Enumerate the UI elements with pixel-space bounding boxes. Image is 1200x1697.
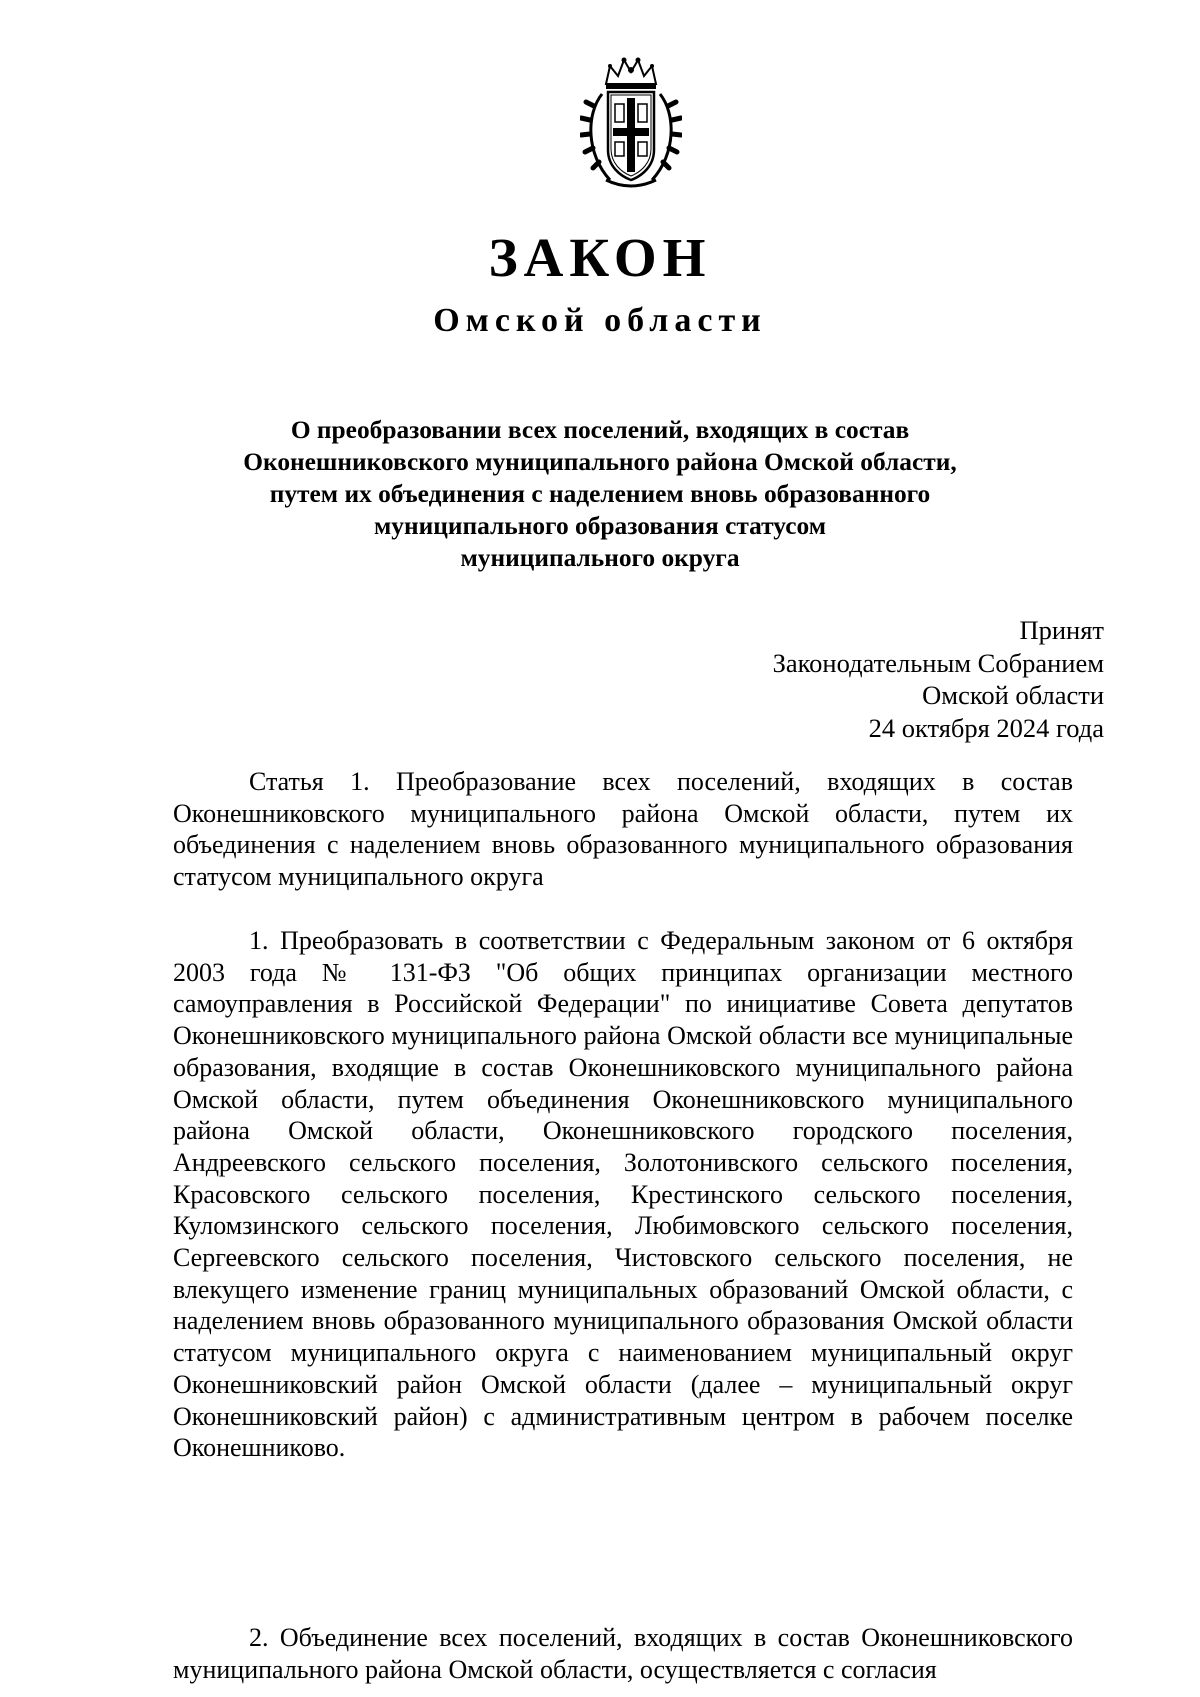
adoption-line: Принят: [1019, 615, 1104, 645]
article-paragraph-1: 1. Преобразовать в соответствии с Федеральным законом от 6 октября 2003 года № 131-ФЗ "Об общих принципах организации местного самоуправления в Российской Федерации" по инициативе Совета депутатов Оконешниковского муниципального района Омской области все муниципальные образования, входящие в состав Оконешниковского муниципального района Омской области, путем объединения Оконешниковского муниципального района Омской области, Оконешниковского городского поселения, Андреевского сельского поселения, Золотонивского сельского поселения, Красовского сельского поселения, Крестинского сельского поселения, Куломзинского сельского поселения, Любимовского сельского поселения, Сергеевского сельского поселения, Чистовского сельского поселения, не влекущего изменение границ муниципальных образований Омской области, с наделением вновь образованного муниципального образования Омской области статусом муниципального округа с наименованием муниципальный округ Оконешниковский район Омской области (далее – муниципальный округ Оконешниковский район) с административным центром в рабочем поселке Оконешниково.: [173, 926, 1073, 1463]
adoption-line: Омской области: [922, 680, 1104, 710]
law-region: Омской области: [433, 302, 767, 339]
adoption-line: Законодательным Собранием: [772, 647, 1104, 678]
heading-line: муниципального округа: [460, 544, 740, 572]
adoption-date: 24 октября 2024 года: [868, 712, 1104, 743]
article-paragraph-2: 2. Объединение всех поселений, входящих в состав Оконешниковского муниципального района Омской области, осуществляется с согласия: [173, 1623, 1073, 1684]
law-heading: [160, 414, 1040, 574]
heading-line: Оконешниковского муниципального района Омской области,: [243, 448, 957, 476]
omsk-region-coat-of-arms-icon: [580, 54, 682, 194]
adoption-block: [773, 614, 1104, 744]
article-1-heading: Статья 1. Преобразование всех поселений, входящих в состав Оконешниковского муниципального района Омской области, путем их объединения с наделением вновь образованного муниципального образования статусом муниципального округа: [173, 767, 1073, 892]
heading-line: путем их объединения с наделением вновь образованного: [269, 480, 931, 508]
heading-line: О преобразовании всех поселений, входящих в состав: [290, 416, 910, 444]
heading-line: муниципального образования статусом: [374, 512, 826, 540]
law-title: ЗАКОН: [488, 227, 712, 288]
